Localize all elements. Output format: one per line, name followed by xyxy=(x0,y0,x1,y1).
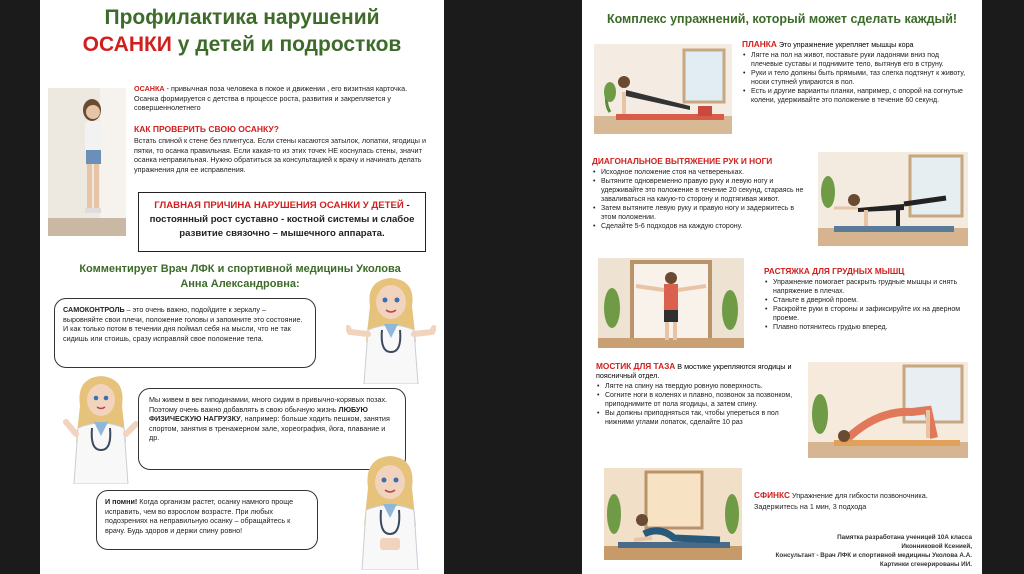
pelvic-bridge-illustration xyxy=(808,362,968,458)
exercises-heading: Комплекс упражнений, который может сделать каждый! xyxy=(606,12,958,26)
bubble1-text: – это очень важно, подойдите к зеркалу – выровняйте свои плечи, положение головы и запомните это состояние. И как только потом в течении дня поймал себя на мысли, что не так сидишь или стоишь, сразу исправляй свое положение тела. xyxy=(63,305,303,343)
plank-photo xyxy=(594,44,732,134)
bubble2-pre: Мы живем в век гиподинамии, много сидим в привычно-корявых позах. Поэтому очень важно добавлять в свою обычную жизнь xyxy=(149,395,388,414)
main-cause-text: - постоянный рост суставно - костной системы и слабое развитие связочно – мышечного аппарата. xyxy=(149,200,415,239)
page-title: Профилактика нарушений xyxy=(104,6,380,29)
title-rest: у детей и подростков xyxy=(171,33,402,56)
chest-steps xyxy=(764,278,972,332)
wall-posture-photo xyxy=(48,88,126,236)
intro-term: ОСАНКА xyxy=(134,84,165,93)
list-item: • Лягте на пол на живот, поставьте руки ладонями вниз под плечевые суставы и поднимите тело, вытянув его в струну. xyxy=(751,51,970,69)
page-title-line2 xyxy=(40,33,444,57)
intro-paragraph xyxy=(134,84,424,113)
list-item: • Согните ноги в коленях и плавно, позвонок за позвонком, приподнимите от пола ягодицы, а затем спину. xyxy=(605,391,802,409)
sphinx-illustration xyxy=(604,468,742,560)
diagonal-title: ДИАГОНАЛЬНОЕ ВЫТЯЖЕНИЕ РУК И НОГИ xyxy=(592,156,773,166)
list-item: • Исходное положение стоя на четвереньках. xyxy=(601,168,806,177)
exercise-sphinx xyxy=(754,490,972,512)
bubble3-bold: И помни! xyxy=(105,497,138,506)
doctor-icon xyxy=(346,272,436,384)
credit-line: Картинки сгенерированы ИИ. xyxy=(879,561,972,568)
credit-line: Иконниковой Ксенией, xyxy=(901,543,972,550)
exercise-pelvic-bridge xyxy=(596,362,802,427)
doctor-icon xyxy=(350,452,430,570)
credit-line: Памятка разработана ученицей 10А класса xyxy=(837,534,972,541)
list-item: • Лягте на спину на твердую ровную поверхность. xyxy=(605,382,802,391)
doctor-icon xyxy=(60,372,142,484)
bridge-intro: В мостике укрепляются ягодицы и поясничный отдел. xyxy=(596,362,792,380)
speech-bubble-remember xyxy=(96,490,318,550)
diagonal-stretch-photo xyxy=(818,152,968,246)
bubble2-bold: ЛЮБУЮ ФИЗИЧЕСКУЮ НАГРУЗКУ xyxy=(149,404,368,424)
sphinx-photo xyxy=(604,468,742,560)
doctor-avatar-1 xyxy=(346,272,436,384)
sphinx-intro: Упражнение для гибкости позвоночника. xyxy=(789,491,928,500)
chest-stretch-illustration xyxy=(598,258,744,348)
sphinx-hold: Задержитесь на 1 мин, 3 подхода xyxy=(754,502,867,511)
list-item: • Станьте в дверной проем. xyxy=(773,296,972,305)
plank-intro: Это упражнение укрепляет мышцы кора xyxy=(776,40,914,49)
bridge-title: МОСТИК ДЛЯ ТАЗА xyxy=(596,361,676,371)
bubble3-text: Когда организм растет, осанку намного проще исправить, чем во взрослом возрасте. При любых подозрениях на неправильную осанку – обращайтесь к врачу. Будь здоров и держи спину ровно! xyxy=(105,497,294,535)
main-cause-heading: ГЛАВНАЯ ПРИЧИНА НАРУШЕНИЯ ОСАНКИ У ДЕТЕЙ xyxy=(154,200,404,211)
list-item: • Вы должны приподняться так, чтобы упереться в пол нижними углами лопаток, сделайте 10 раз xyxy=(605,409,802,427)
bubble1-bold: САМОКОНТРОЛЬ xyxy=(63,305,125,314)
sphinx-title: СФИНКС xyxy=(754,490,790,500)
girl-wall-illustration xyxy=(48,88,126,236)
exercise-diagonal-stretch xyxy=(592,156,806,231)
list-item: • Есть и другие варианты планки, например, с опорой на согнутые колени, удерживайте это положение в течение 60 секунд. xyxy=(751,87,970,105)
chest-stretch-photo xyxy=(598,258,744,348)
bridge-steps xyxy=(596,382,802,427)
exercise-chest-stretch xyxy=(764,266,972,332)
doctor-comment-title: Комментирует Врач ЛФК и спортивной медицины Уколова Анна Александровна: xyxy=(79,263,401,290)
main-cause-box xyxy=(138,192,426,252)
left-page xyxy=(40,0,444,574)
bubble2-post: , например: больше ходить пешком, занятия спортом, занятия в тренажерном зале, хореография, йога, плавание и др. xyxy=(149,414,390,443)
exercise-plank xyxy=(742,40,970,105)
list-item: • Вытяните одновременно правую руку и левую ногу и удерживайте это положение в течение 20 секунд, стараясь не заваливаться на какую-то сторону и подтягивая живот. xyxy=(601,177,806,204)
list-item: • Руки и тело должны быть прямыми, таз слегка подтянут к животу, носки ступней упираются в пол. xyxy=(751,69,970,87)
list-item: • Раскройте руки в стороны и зафиксируйте их на дверном проеме. xyxy=(773,305,972,323)
plank-steps xyxy=(742,51,970,105)
doctor-avatar-2 xyxy=(60,372,142,484)
check-posture-text: Встать спиной к стене без плинтуса. Если стены касаются затылок, лопатки, ягодицы и пятки, то осанка правильная. Если какая-то из этих точек НЕ коснулась стены, значит осанка неправильная. Нужно обратиться за консультацией к врачу и начинать делать упражнения для ее исправления. xyxy=(134,136,426,174)
list-item: • Сделайте 5-6 подходов на каждую сторону. xyxy=(601,222,806,231)
intro-text: - привычная поза человека в покое и движении , его визитная карточка. Осанка формируется с детства в процессе роста, развития и закрепляется у совершеннолетнего xyxy=(134,84,408,112)
speech-bubble-self-control xyxy=(54,298,316,368)
chest-title: РАСТЯЖКА ДЛЯ ГРУДНЫХ МЫШЦ xyxy=(764,266,905,276)
plank-illustration xyxy=(594,44,732,134)
plank-title: ПЛАНКА xyxy=(742,39,777,49)
credits xyxy=(752,533,972,569)
list-item: • Затем вытяните левую руку и правую ногу и задержитесь в этом положении. xyxy=(601,204,806,222)
diagonal-stretch-illustration xyxy=(818,152,968,246)
doctor-avatar-3 xyxy=(350,452,430,570)
pelvic-bridge-photo xyxy=(808,362,968,458)
title-red-word: ОСАНКИ xyxy=(82,33,172,56)
right-page xyxy=(582,0,982,574)
diagonal-steps xyxy=(592,168,806,231)
credit-line: Консультант - Врач ЛФК и спортивной медицины Уколова А.А. xyxy=(775,552,972,559)
check-posture-heading: КАК ПРОВЕРИТЬ СВОЮ ОСАНКУ? xyxy=(134,124,279,134)
list-item: • Плавно потянитесь грудью вперед. xyxy=(773,323,972,332)
list-item: • Упражнение помогает раскрыть грудные мышцы и снять напряжение в плечах. xyxy=(773,278,972,296)
